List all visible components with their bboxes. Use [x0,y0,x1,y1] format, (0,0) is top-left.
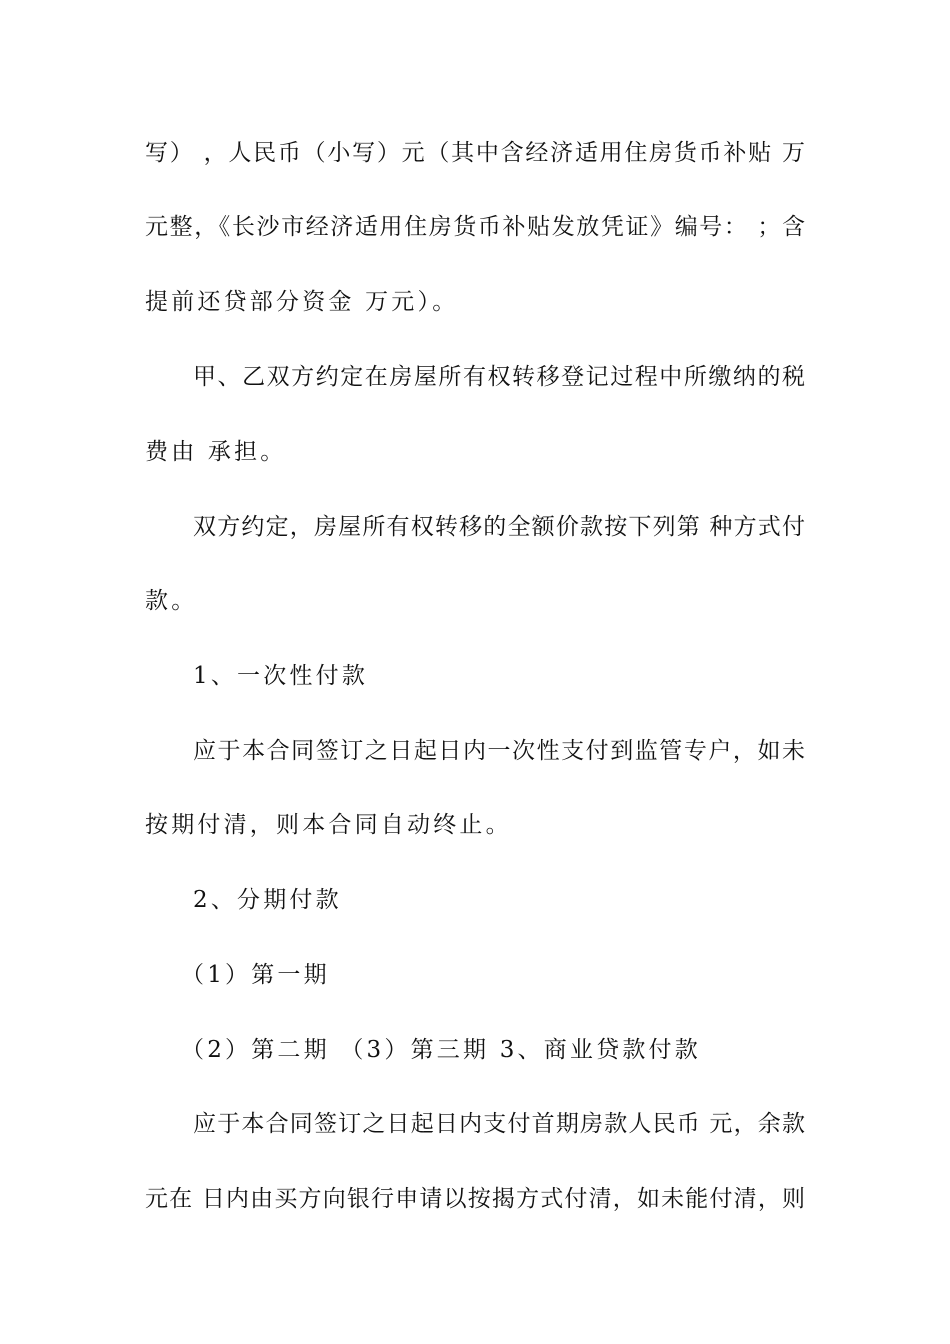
paragraph-line: 应于本合同签订之日起日内支付首期房款人民币 元，余款 [193,1111,805,1137]
list-item: （1）第一期 [181,962,330,988]
paragraph-line: 应于本合同签订之日起日内一次性支付到监管专户，如未 [193,738,805,764]
section-heading: 1、一次性付款 [193,663,369,689]
paragraph-line: 费由 承担。 [145,439,287,465]
paragraph-line: 提前还贷部分资金 万元）。 [145,289,459,315]
paragraph-line: 元在 日内由买方向银行申请以按揭方式付清，如未能付清，则 [145,1186,805,1212]
paragraph-line: 甲、乙双方约定在房屋所有权转移登记过程中所缴纳的税 [193,364,805,390]
paragraph-line: 款。 [145,588,198,614]
paragraph-line: 元整，《长沙市经济适用住房货币补贴发放凭证》编号： ；含 [145,214,805,240]
paragraph-line: 按期付清，则本合同自动终止。 [145,812,512,838]
section-heading: 2、分期付款 [193,887,342,913]
paragraph-line: 双方约定，房屋所有权转移的全额价款按下列第 种方式付 [193,514,805,540]
paragraph-line: 写） ，人民币（小写）元（其中含经济适用住房货币补贴 万 [145,140,805,166]
list-item: （2）第二期 （3）第三期 3、商业贷款付款 [181,1037,701,1063]
